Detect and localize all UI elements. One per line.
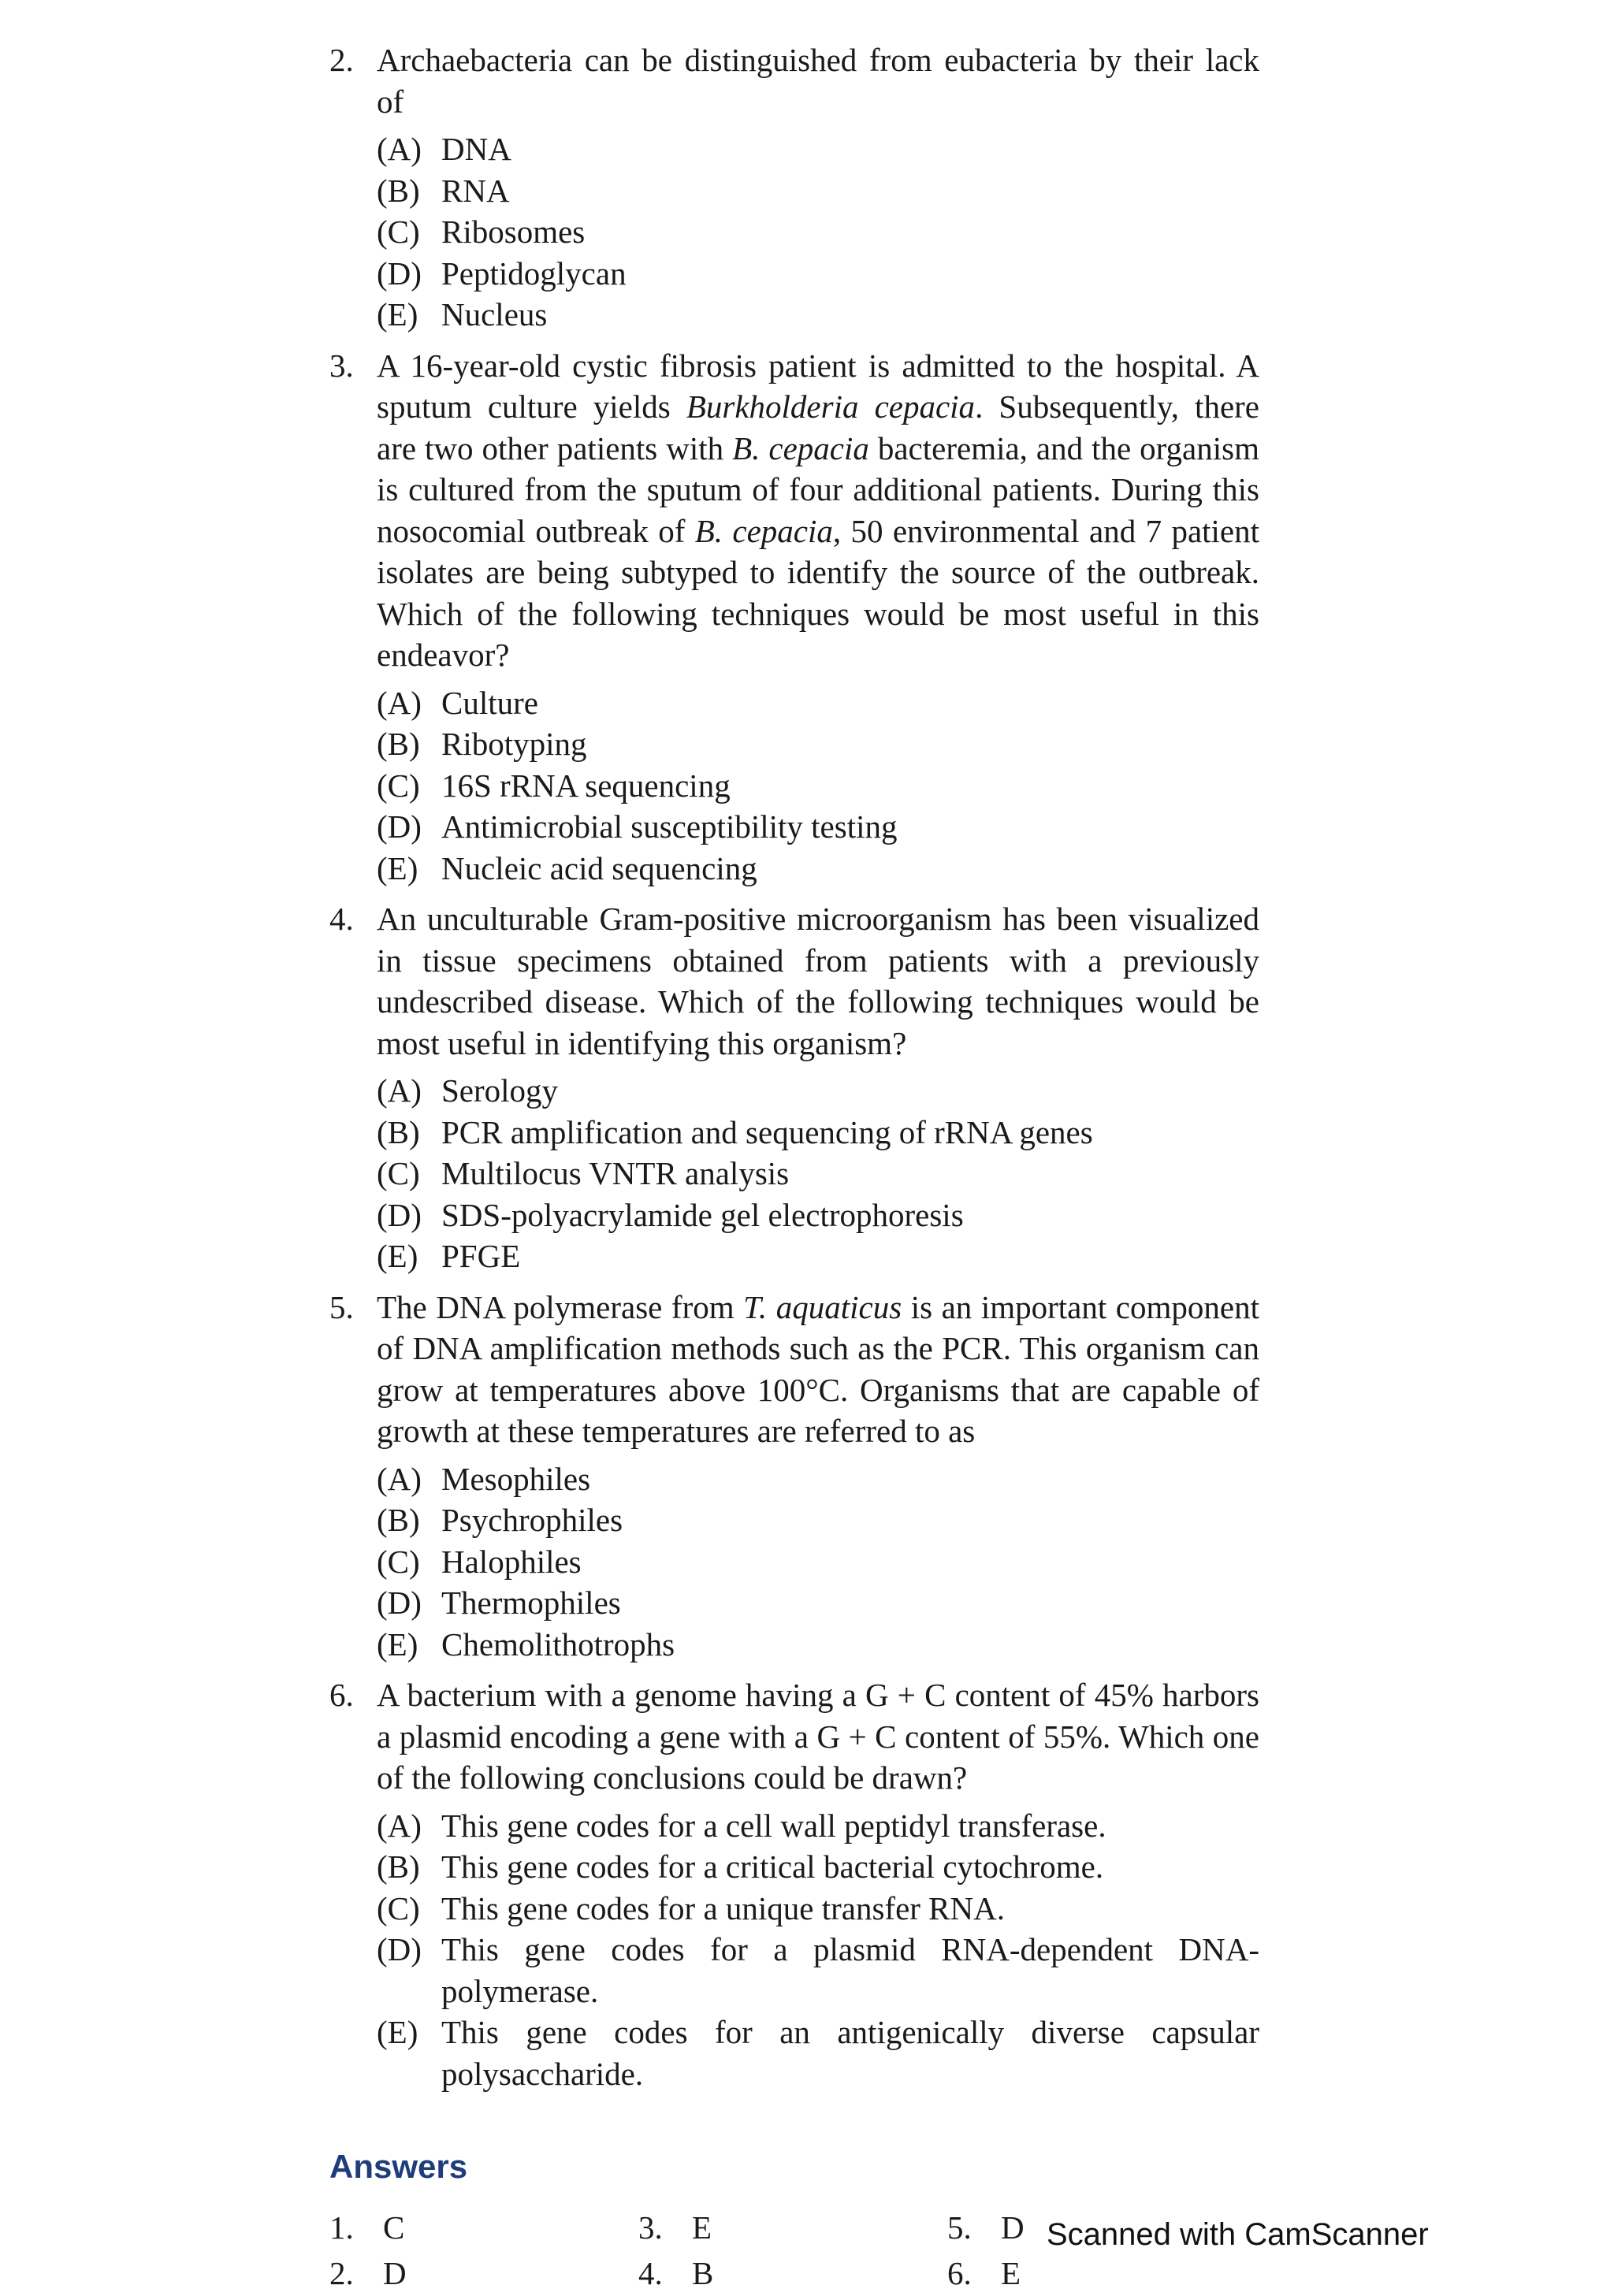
option-label: (E) [377, 2014, 418, 2050]
question-stem [377, 1287, 1259, 1452]
option-label: (A) [377, 1072, 422, 1109]
option-text: Peptidoglycan [441, 254, 627, 292]
organism-name: B. cepacia [694, 512, 833, 549]
question-number: 4. [329, 901, 354, 937]
answer-letter: D [1001, 2209, 1025, 2246]
answers-heading: Answers [329, 2148, 468, 2185]
option-e [377, 1624, 1259, 1666]
option-c [377, 211, 1259, 253]
option-b [377, 170, 1259, 212]
option-text: Ribotyping [441, 726, 587, 762]
option-a [377, 682, 1259, 724]
organism-name: B. cepacia [732, 429, 869, 466]
answer-item [947, 2250, 1256, 2296]
option-c [377, 1153, 1259, 1194]
answer-item [638, 2205, 947, 2250]
option-text: SDS-polyacrylamide gel electrophoresis [441, 1196, 964, 1233]
option-text: Serology [441, 1072, 559, 1109]
option-d [377, 1929, 1259, 2012]
question-number: 6. [329, 1677, 354, 1713]
option-text: PCR amplification and sequencing of rRNA genes [441, 1113, 1093, 1150]
option-d [377, 1582, 1259, 1624]
option-b [377, 723, 1259, 765]
option-text: Psychrophiles [441, 1502, 623, 1538]
option-b [377, 1499, 1259, 1541]
option-e [377, 2012, 1259, 2094]
option-d [377, 806, 1259, 848]
option-list [377, 128, 1259, 336]
option-list [377, 1805, 1259, 2095]
option-label: (C) [377, 1155, 420, 1191]
answer-letter: E [1001, 2255, 1021, 2291]
option-label: (E) [377, 849, 418, 886]
question-3 [329, 345, 1259, 890]
answer-number: 5. [947, 2209, 972, 2246]
option-c [377, 1541, 1259, 1583]
option-text: This gene codes for a unique transfer RNA. [441, 1889, 1005, 1926]
stem-text: The DNA polymerase from [377, 1288, 744, 1325]
question-number: 2. [329, 42, 354, 78]
answer-number: 4. [638, 2255, 663, 2291]
option-text: Mesophiles [441, 1460, 591, 1497]
answer-item [638, 2250, 947, 2296]
stem-text: bacteremia, and the organism is cultured from the sputum of four additional patients. During this nosocomial outbreak of [377, 429, 1259, 549]
question-stem: An unculturable Gram-positive microorganism has been visualized in tissue specimens obtained from patients with a previously undescribed disease. Which of the following techniques would be most useful in identifying this organism? [377, 901, 1259, 1061]
option-text: PFGE [441, 1238, 521, 1274]
option-text: This gene codes for an antigenically diverse capsular polysaccharide. [441, 2014, 1259, 2092]
document-page [329, 39, 1259, 2296]
option-label: (B) [377, 726, 420, 762]
answer-item [329, 2250, 638, 2296]
answer-number: 6. [947, 2255, 972, 2291]
question-5 [329, 1287, 1259, 1666]
option-text: Culture [441, 684, 538, 721]
question-4 [329, 898, 1259, 1277]
stem-text: . Subsequently, there are two other patients with [377, 388, 1259, 466]
option-d [377, 1194, 1259, 1236]
answer-number: 3. [638, 2209, 663, 2246]
answer-number: 2. [329, 2255, 354, 2291]
scanner-watermark: Scanned with CamScanner [1047, 2217, 1429, 2252]
question-number: 3. [329, 347, 354, 384]
option-label: (C) [377, 1543, 420, 1580]
answer-letter: C [383, 2209, 405, 2246]
stem-text: is an important component of DNA amplification methods such as the PCR. This organism can grow at temperatures above 100°C. Organisms that are capable of growth at these temperatures are referred to as [377, 1288, 1259, 1449]
option-label: (C) [377, 767, 420, 804]
option-label: (E) [377, 296, 418, 333]
answer-letter: D [383, 2255, 407, 2291]
question-2 [329, 39, 1259, 336]
option-a [377, 1458, 1259, 1500]
option-label: (D) [377, 1931, 422, 1967]
option-a [377, 1070, 1259, 1112]
option-a [377, 1805, 1259, 1847]
option-label: (A) [377, 1807, 422, 1844]
question-6 [329, 1674, 1259, 2094]
option-label: (A) [377, 1460, 422, 1497]
option-label: (D) [377, 1196, 422, 1233]
stem-text: , 50 environmental and 7 patient isolates are being subtyped to identify the source of the outbreak. Which of the following techniques would be most useful in this endeavor? [377, 512, 1260, 673]
option-text: RNA [441, 172, 510, 209]
option-label: (E) [377, 1238, 418, 1274]
option-text: Multilocus VNTR analysis [441, 1155, 790, 1191]
question-stem: A bacterium with a genome having a G + C content of 45% harbors a plasmid encoding a gene with a G + C content of 55%. Which one of the following conclusions could be drawn? [377, 1677, 1259, 1796]
option-e [377, 1235, 1259, 1277]
option-text: DNA [441, 131, 511, 167]
option-label: (B) [377, 1848, 420, 1885]
option-label: (D) [377, 1585, 422, 1621]
question-stem [377, 345, 1259, 676]
option-b [377, 1112, 1259, 1154]
option-d [377, 253, 1259, 295]
option-e [377, 294, 1259, 336]
option-text: This gene codes for a critical bacterial cytochrome. [441, 1848, 1104, 1885]
option-label: (A) [377, 684, 422, 721]
option-text: Halophiles [441, 1543, 582, 1580]
option-label: (B) [377, 172, 420, 209]
question-stem: Archaebacteria can be distinguished from eubacteria by their lack of [377, 42, 1259, 120]
option-b [377, 1846, 1259, 1888]
option-text: Chemolithotrophs [441, 1625, 675, 1663]
option-a [377, 128, 1259, 170]
organism-name: Burkholderia cepacia [686, 388, 976, 425]
option-text: This gene codes for a plasmid RNA-dependent DNA-polymerase. [441, 1931, 1259, 2009]
option-text: Nucleus [441, 296, 548, 333]
option-label: (C) [377, 214, 420, 250]
option-label: (D) [377, 254, 422, 292]
option-text: Antimicrobial susceptibility testing [441, 808, 898, 845]
question-number: 5. [329, 1288, 354, 1325]
option-c [377, 765, 1259, 807]
organism-name: T. aquaticus [743, 1288, 902, 1325]
option-label: (A) [377, 131, 422, 167]
option-text: Ribosomes [441, 214, 586, 250]
option-label: (B) [377, 1502, 420, 1538]
answer-letter: E [692, 2209, 712, 2246]
option-text: 16S rRNA sequencing [441, 767, 731, 804]
option-text: This gene codes for a cell wall peptidyl transferase. [441, 1807, 1106, 1844]
option-list [377, 682, 1259, 890]
stem-text: A 16-year-old cystic fibrosis patient is admitted to the hospital. A sputum culture yields [377, 347, 1259, 425]
option-label: (E) [377, 1625, 418, 1663]
option-text: Thermophiles [441, 1585, 621, 1621]
option-list [377, 1458, 1259, 1666]
answer-number: 1. [329, 2209, 354, 2246]
option-e [377, 848, 1259, 890]
answer-item [329, 2205, 638, 2250]
option-label: (C) [377, 1889, 420, 1926]
option-c [377, 1888, 1259, 1930]
option-text: Nucleic acid sequencing [441, 849, 757, 886]
option-label: (D) [377, 808, 422, 845]
option-list [377, 1070, 1259, 1277]
answer-letter: B [692, 2255, 714, 2291]
option-label: (B) [377, 1113, 420, 1150]
